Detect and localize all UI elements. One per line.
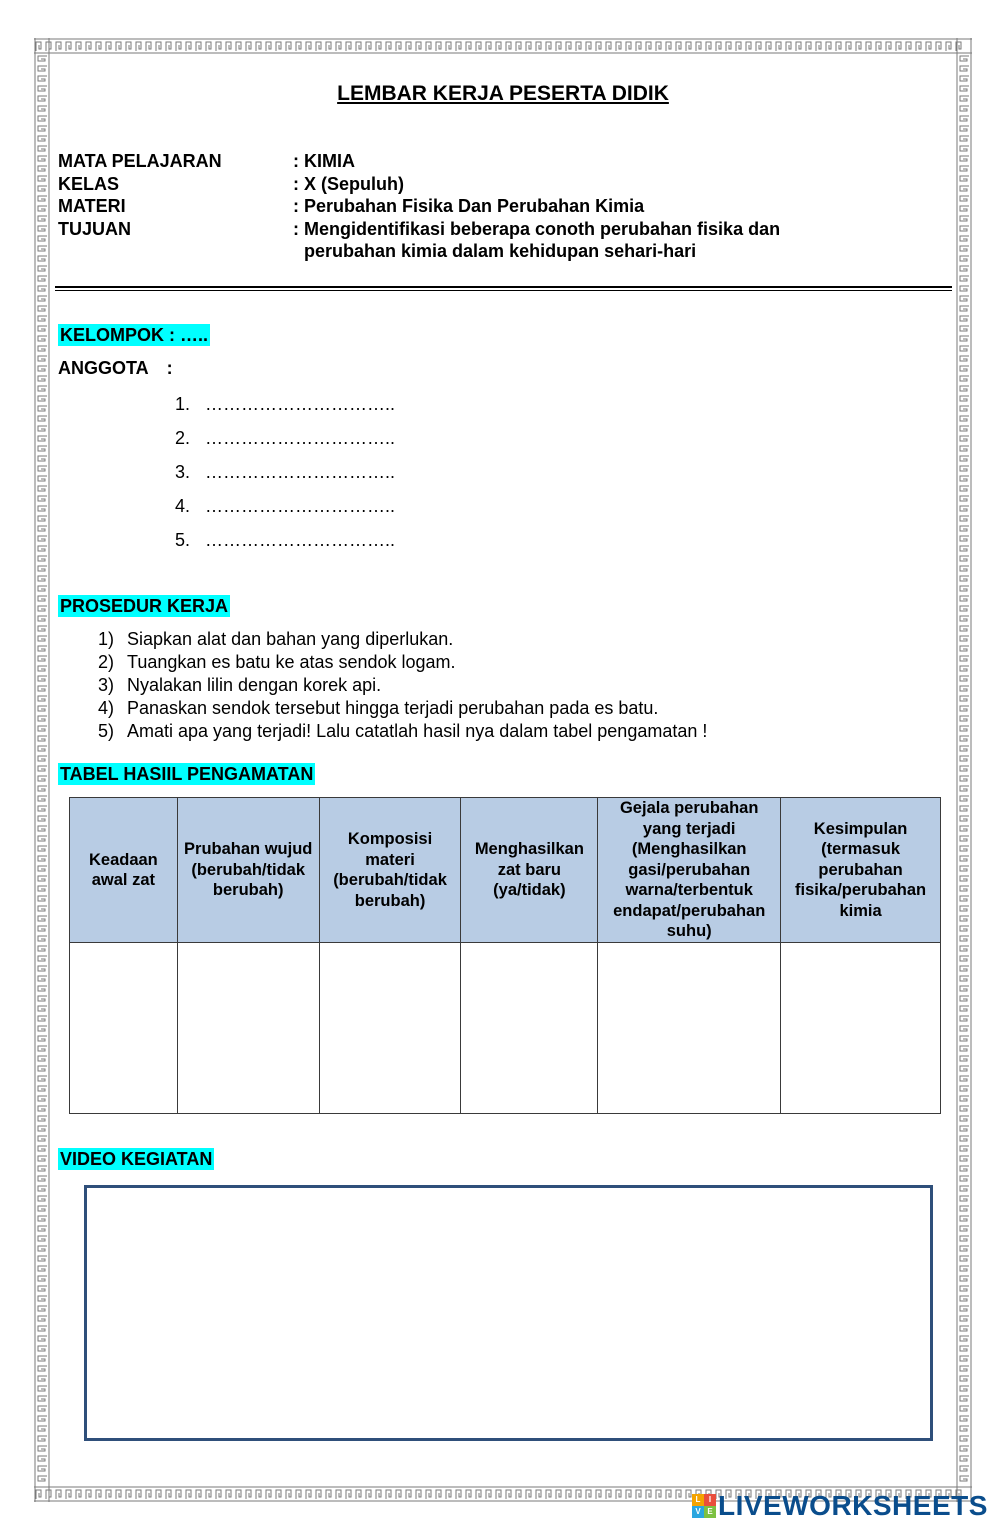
members-colon: : (166, 358, 173, 378)
meta-value: : X (Sepuluh) (293, 173, 404, 194)
list-item (98, 628, 707, 651)
list-item (98, 697, 707, 720)
members-list (175, 392, 395, 562)
page-title: LEMBAR KERJA PESERTA DIDIK (337, 82, 669, 105)
table-input-cell[interactable] (598, 943, 781, 1114)
logo-letter: L (692, 1494, 704, 1506)
member-number: 4. (175, 496, 191, 516)
meta-row-class (58, 173, 853, 196)
meta-value: : KIMIA (293, 151, 355, 171)
table-input-cell[interactable] (781, 943, 941, 1114)
member-number: 3. (175, 462, 191, 482)
members-label: ANGGOTA (58, 358, 149, 378)
liveworksheets-logo (692, 1490, 988, 1522)
logo-letter: V (692, 1506, 704, 1518)
member-blank[interactable]: ………………………….. (205, 394, 396, 414)
video-heading: VIDEO KEGIATAN (60, 1149, 213, 1169)
table-header-cell: Kesimpulan (termasuk perubahan fisika/perubahan kimia (781, 798, 941, 943)
divider (55, 286, 952, 288)
member-number: 1. (175, 394, 191, 414)
table-header-cell: Prubahan wujud (berubah/tidak berubah) (177, 798, 319, 943)
logo-letter: I (704, 1494, 716, 1506)
step-number: 1) (98, 629, 115, 649)
table-header-cell: Menghasilkan zat baru (ya/tidak) (461, 798, 598, 943)
meta-value: : Mengidentifikasi beberapa conoth perubahan fisika dan (293, 218, 781, 239)
list-item (98, 651, 707, 674)
meta-label: MATERI (58, 196, 126, 216)
meta-row-subject (58, 150, 853, 173)
step-number: 5) (98, 721, 115, 741)
observation-table (69, 797, 941, 1114)
members-heading (58, 358, 173, 379)
meta-label: KELAS (58, 173, 120, 194)
logo-text: LIVEWORKSHEETS (718, 1490, 988, 1521)
step-text: Tuangkan es batu ke atas sendok logam. (127, 652, 456, 672)
table-input-cell[interactable] (461, 943, 598, 1114)
meta-label: TUJUAN (58, 218, 132, 239)
list-item (175, 426, 395, 460)
logo-grid-icon (692, 1494, 716, 1518)
table-header-row (70, 798, 941, 943)
divider (55, 290, 952, 291)
member-blank[interactable]: ………………………….. (205, 428, 396, 448)
step-number: 2) (98, 652, 115, 672)
step-number: 4) (98, 698, 115, 718)
table-input-cell[interactable] (319, 943, 461, 1114)
meta-row-material (58, 195, 853, 218)
table-input-cell[interactable] (70, 943, 178, 1114)
table-heading: TABEL HASIIL PENGAMATAN (60, 764, 314, 784)
table-input-cell[interactable] (177, 943, 319, 1114)
meta-info (58, 150, 853, 263)
list-item (175, 528, 395, 562)
list-item (175, 460, 395, 494)
step-text: Siapkan alat dan bahan yang diperlukan. (127, 629, 454, 649)
meta-goal-continued: perubahan kimia dalam kehidupan sehari-hari (304, 241, 697, 261)
member-number: 2. (175, 428, 191, 448)
table-header-cell: Keadaan awal zat (70, 798, 178, 943)
step-number: 3) (98, 675, 115, 695)
logo-letter: E (704, 1506, 716, 1518)
list-item (175, 392, 395, 426)
member-blank[interactable]: ………………………….. (205, 496, 396, 516)
meta-label: MATA PELAJARAN (58, 151, 222, 171)
meta-row-goal (58, 218, 853, 241)
video-placeholder[interactable] (84, 1185, 933, 1441)
step-text: Amati apa yang terjadi! Lalu catatlah hasil nya dalam tabel pengamatan ! (127, 721, 708, 741)
step-text: Panaskan sendok tersebut hingga terjadi perubahan pada es batu. (127, 698, 659, 718)
meta-value: : Perubahan Fisika Dan Perubahan Kimia (293, 196, 645, 216)
procedure-steps (98, 628, 707, 743)
group-heading: KELOMPOK : ….. (60, 325, 208, 345)
member-number: 5. (175, 530, 191, 550)
list-item (98, 674, 707, 697)
member-blank[interactable]: ………………………….. (205, 462, 396, 482)
member-blank[interactable]: ………………………….. (205, 530, 396, 550)
procedure-heading: PROSEDUR KERJA (60, 596, 229, 616)
table-header-cell: Gejala perubahan yang terjadi (Menghasilkan gasi/perubahan warna/terbentuk endapat/perubahan suhu) (598, 798, 781, 943)
step-text: Nyalakan lilin dengan korek api. (127, 675, 382, 695)
list-item (175, 494, 395, 528)
table-header-cell: Komposisi materi (berubah/tidak berubah) (319, 798, 461, 943)
table-row (70, 943, 941, 1114)
list-item (98, 720, 707, 743)
